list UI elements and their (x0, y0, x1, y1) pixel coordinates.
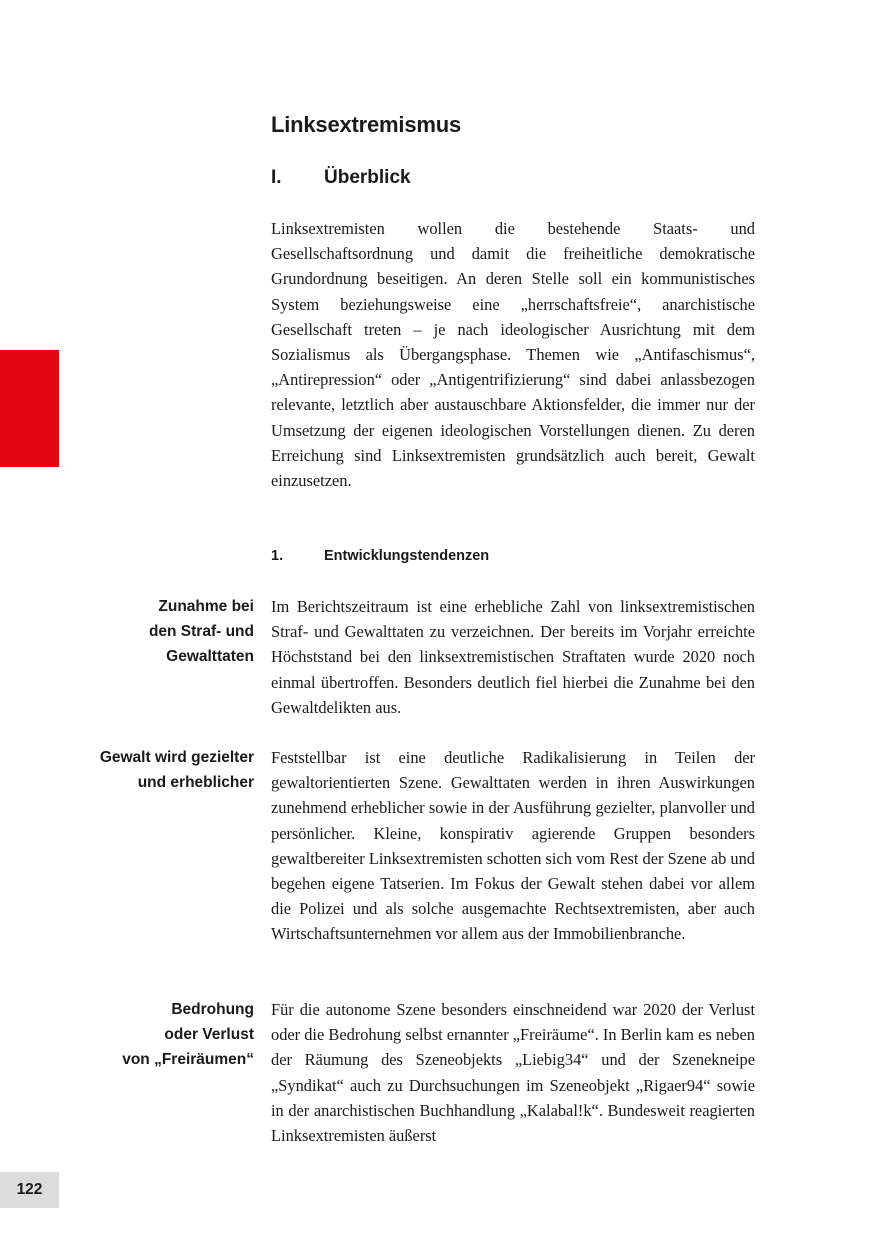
margin-note-line: Gewalt wird gezielter (99, 749, 254, 766)
margin-note-freiraeume (54, 997, 254, 1073)
margin-note-line: oder Verlust (164, 1026, 254, 1044)
paragraph-gewalt: Feststellbar ist eine deutliche Radikalisierung in Teilen der gewaltorientierten Szene. Gewalttaten werden in ihren Auswirkungen zunehmend erheblicher sowie in der Ausführung gezielter, planvoller und persönlicher. Kleine, konspirativ agierende Gruppen besonders gewaltbereiter Linksextremisten schotten sich vom Rest der Szene ab und begehen eigene Tatserien. Im Fokus der Gewalt stehen dabei vor allem die Polizei und als solche ausgemachte Rechtsextremisten, aber auch Wirtschaftsunternehmen vor allem aus der Immobilienbranche. (271, 748, 755, 944)
page-number: 122 (0, 1172, 59, 1208)
margin-note-line: den Straf- und (148, 623, 254, 641)
intro-paragraph: Linksextremisten wollen die bestehende Staats- und Gesellschaftsordnung und damit die freiheitliche demokratische Grundordnung beseitigen. An deren Stelle soll ein kommunistisches System beziehungsweise eine „herrschaftsfreie“, anarchistische Gesellschaft treten – je nach ideologischer Ausrichtung mit dem Sozialismus als Übergangsphase. Themen wie „Antifaschismus“, „Antirepression“ oder „Antigentrifizierung“ sind dabei anlassbezogen relevante, letztlich aber austauschbare Aktionsfelder, die immer nur der Umsetzung der eigenen ideologischen Vorstellungen dienen. Zu deren Erreichung sind Linksextremisten grundsätzlich auch bereit, Gewalt einzusetzen. (271, 219, 755, 491)
margin-note-line: und erheblicher (137, 774, 254, 792)
chapter-color-tab (0, 350, 59, 467)
section-number: I. (271, 167, 282, 188)
margin-note-line: Bedrohung (171, 1001, 254, 1018)
subsection-title: Entwicklungstendenzen (324, 548, 490, 564)
chapter-title: Linksextremismus (271, 112, 461, 137)
section-title: Überblick (324, 167, 411, 188)
subsection-heading (271, 545, 489, 567)
margin-note-line: Zunahme bei (158, 598, 254, 615)
margin-note-straftaten (54, 594, 254, 670)
margin-note-line: von „Freiräumen“ (122, 1051, 254, 1069)
subsection-number: 1. (271, 548, 284, 564)
margin-note-line: Gewalttaten (166, 648, 254, 666)
margin-note-gewalt (54, 745, 254, 795)
paragraph-straftaten: Im Berichtszeitraum ist eine erhebliche Zahl von linksextremistischen Straf- und Gewalttaten zu verzeichnen. Der bereits im Vorjahr erreichte Höchststand bei den linksextremistischen Straftaten wurde 2020 noch einmal übertroffen. Besonders deutlich fiel hierbei die Zunahme bei den Gewaltdelikten aus. (271, 597, 755, 717)
paragraph-freiraeume: Für die autonome Szene besonders einschneidend war 2020 der Verlust oder die Bedrohung selbst ernannter „Freiräume“. In Berlin kam es neben der Räumung des Szeneobjekts „Liebig34“ und der Szenekneipe „Syndikat“ auch zu Durchsuchungen im Szeneobjekt „Rigaer94“ sowie in der anarchistischen Buchhandlung „Kalabal!k“. Bundesweit reagierten Linksextremisten äußerst (271, 1000, 755, 1146)
section-heading (271, 164, 411, 192)
